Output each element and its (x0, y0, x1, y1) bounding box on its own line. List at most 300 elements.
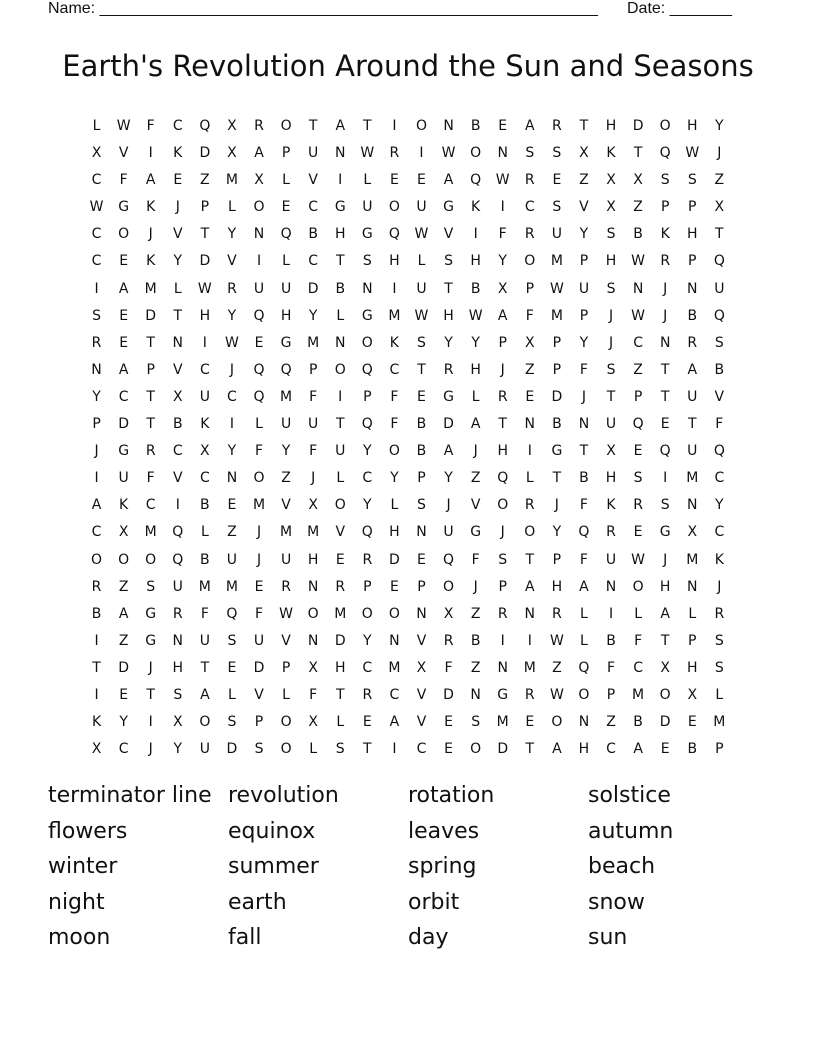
grid-letter: T (173, 307, 183, 324)
grid-letter: C (308, 199, 319, 216)
grid-letter: Y (715, 118, 724, 134)
grid-letter: E (119, 253, 129, 270)
grid-letter: G (361, 307, 373, 324)
grid-letter: A (443, 443, 454, 460)
date-field-label: Date: _______ (627, 0, 732, 17)
grid-letter: P (498, 578, 507, 595)
grid-letter: T (146, 334, 155, 351)
grid-letter: C (91, 226, 102, 243)
grid-letter: P (200, 199, 210, 216)
grid-letter: B (91, 605, 102, 622)
grid-letter: W (685, 145, 700, 162)
grid-letter: A (389, 714, 400, 731)
grid-letter: Y (715, 497, 724, 514)
grid-letter: L (228, 199, 236, 216)
grid-letter: Q (199, 118, 211, 134)
grid-letter: T (417, 361, 426, 378)
grid-letter: P (660, 199, 670, 216)
grid-row (83, 248, 733, 275)
grid-letter: J (148, 659, 153, 676)
grid-letter: Z (470, 605, 481, 622)
grid-letter: V (443, 226, 454, 243)
grid-letter: O (632, 578, 644, 595)
grid-letter: O (551, 714, 563, 731)
grid-letter: Q (172, 524, 184, 541)
grid-letter: C (91, 524, 102, 541)
grid-letter: E (444, 741, 453, 758)
grid-letter: P (579, 307, 589, 324)
grid-letter: K (606, 497, 616, 514)
grid-row (83, 736, 733, 763)
grid-letter: P (552, 334, 562, 351)
grid-letter: E (417, 388, 426, 405)
grid-letter: R (362, 551, 373, 568)
grid-letter: I (392, 118, 397, 134)
grid-letter: B (714, 361, 725, 378)
grid-letter: E (525, 388, 535, 405)
grid-letter: R (714, 605, 725, 622)
grid-letter: R (443, 632, 454, 649)
grid-letter: G (497, 686, 509, 703)
grid-letter: Y (227, 307, 237, 324)
grid-letter: F (471, 551, 480, 568)
grid-letter: Q (361, 416, 373, 433)
grid-letter: O (470, 741, 482, 758)
grid-letter: F (309, 443, 318, 460)
grid-letter: X (308, 714, 318, 731)
grid-letter: V (579, 199, 589, 216)
grid-letter: H (470, 253, 481, 270)
word-list-item: spring (408, 854, 477, 879)
grid-letter: S (552, 145, 562, 162)
grid-letter: L (580, 605, 588, 622)
grid-letter: P (688, 199, 697, 216)
grid-letter: D (659, 714, 671, 731)
grid-letter: W (549, 280, 564, 297)
grid-letter: R (145, 443, 156, 460)
grid-letter: J (500, 524, 505, 541)
grid-letter: T (92, 659, 101, 676)
grid-letter: R (172, 605, 183, 622)
grid-letter: P (606, 686, 616, 703)
grid-letter: O (659, 118, 671, 134)
grid-letter: O (253, 470, 265, 487)
grid-letter: P (715, 741, 724, 758)
grid-letter: B (335, 280, 346, 297)
grid-letter: W (631, 253, 646, 270)
grid-letter: D (334, 632, 346, 649)
grid-letter: B (416, 416, 427, 433)
grid-letter: Q (361, 524, 373, 541)
grid-letter: R (443, 361, 454, 378)
grid-letter: F (579, 551, 588, 568)
grid-letter: L (363, 172, 372, 189)
grid-letter: R (497, 388, 508, 405)
grid-letter: W (441, 145, 456, 162)
grid-letter: F (525, 307, 534, 324)
grid-letter: C (91, 253, 102, 270)
grid-letter: X (172, 388, 183, 405)
grid-row (83, 601, 733, 628)
grid-letter: M (686, 551, 699, 568)
word-list-row (48, 885, 768, 921)
grid-letter: H (605, 253, 617, 270)
grid-letter: A (200, 686, 210, 703)
word-list-item: sun (588, 925, 628, 950)
grid-letter: N (578, 714, 590, 731)
grid-letter: W (89, 199, 104, 216)
grid-letter: A (552, 741, 562, 758)
grid-letter: S (146, 578, 156, 595)
grid-letter: Q (172, 551, 184, 568)
grid-letter: I (663, 470, 668, 487)
grid-letter: X (443, 605, 454, 622)
grid-letter: J (148, 741, 153, 758)
grid-letter: X (687, 524, 698, 541)
grid-letter: S (362, 253, 372, 270)
grid-letter: G (361, 226, 373, 243)
grid-letter: L (471, 388, 480, 405)
grid-letter: I (608, 605, 614, 622)
grid-letter: L (688, 605, 697, 622)
grid-letter: T (200, 659, 210, 676)
grid-letter: N (524, 416, 536, 433)
grid-letter: Q (713, 253, 725, 270)
grid-letter: F (606, 659, 616, 676)
grid-letter: U (253, 632, 265, 649)
grid-letter: Q (253, 307, 265, 324)
grid-letter: D (632, 118, 644, 134)
word-list-item: winter (48, 854, 118, 879)
grid-letter: G (145, 632, 157, 649)
grid-letter: E (633, 524, 643, 541)
grid-letter: X (172, 714, 183, 731)
grid-letter: K (606, 145, 616, 162)
grid-letter: C (416, 741, 427, 758)
grid-letter: I (94, 686, 99, 703)
grid-letter: W (197, 280, 212, 297)
grid-letter: R (552, 118, 562, 134)
word-list-row (48, 920, 768, 956)
grid-letter: A (145, 172, 156, 189)
grid-letter: U (605, 551, 617, 568)
grid-letter: G (470, 524, 482, 541)
grid-letter: H (686, 659, 698, 676)
grid-letter: Z (714, 172, 725, 189)
grid-letter: N (389, 632, 400, 649)
grid-letter: N (443, 118, 454, 134)
grid-letter: X (606, 172, 616, 189)
grid-letter: K (714, 551, 724, 568)
grid-letter: T (308, 118, 318, 134)
grid-letter: T (687, 416, 697, 433)
grid-letter: B (470, 280, 481, 297)
grid-letter: T (715, 226, 724, 243)
grid-letter: Y (227, 226, 237, 243)
grid-letter: P (363, 388, 372, 405)
grid-letter: B (633, 714, 643, 731)
grid-letter: X (606, 199, 616, 216)
grid-letter: W (468, 307, 483, 324)
grid-letter: T (200, 226, 210, 243)
grid-letter: O (659, 686, 671, 703)
grid-letter: S (552, 199, 562, 216)
grid-letter: U (253, 280, 265, 297)
grid-letter: O (578, 686, 590, 703)
grid-letter: J (500, 361, 505, 378)
grid-letter: S (227, 714, 237, 731)
grid-letter: B (552, 416, 562, 433)
grid-letter: K (471, 199, 481, 216)
grid-letter: N (659, 334, 671, 351)
grid-letter: B (470, 118, 481, 134)
grid-letter: N (632, 280, 644, 297)
grid-letter: Q (253, 361, 265, 378)
grid-letter: H (497, 443, 508, 460)
grid-letter: O (118, 226, 130, 243)
grid-letter: A (525, 118, 535, 134)
grid-letter: E (254, 334, 264, 351)
grid-letter: Y (173, 253, 183, 270)
grid-letter: H (470, 361, 481, 378)
grid-letter: L (390, 497, 399, 514)
grid-letter: S (525, 145, 535, 162)
grid-letter: Y (579, 226, 589, 243)
grid-letter: V (227, 253, 237, 270)
grid-letter: A (687, 361, 698, 378)
grid-letter: P (552, 551, 562, 568)
grid-letter: O (118, 551, 130, 568)
grid-row (83, 574, 733, 601)
grid-letter: D (443, 686, 454, 703)
grid-letter: U (280, 416, 292, 433)
grid-letter: S (714, 632, 724, 649)
grid-letter: O (253, 199, 265, 216)
word-list-item: leaves (408, 818, 480, 844)
grid-letter: Y (119, 714, 128, 731)
word-list-item: night (48, 889, 105, 915)
word-list (48, 778, 768, 956)
grid-letter: S (444, 253, 453, 270)
grid-letter: Q (388, 226, 400, 243)
grid-letter: M (632, 686, 645, 703)
grid-letter: O (470, 145, 482, 162)
grid-letter: O (199, 714, 211, 731)
grid-letter: Q (659, 443, 671, 460)
grid-letter: N (497, 145, 508, 162)
grid-letter: U (199, 632, 210, 649)
grid-letter: L (282, 253, 290, 270)
grid-letter: M (496, 714, 509, 731)
grid-letter: R (524, 172, 535, 189)
grid-letter: P (498, 334, 507, 351)
grid-letter: N (335, 334, 346, 351)
grid-letter: E (660, 741, 670, 758)
grid-letter: R (633, 497, 643, 514)
grid-letter: Q (713, 307, 725, 324)
grid-letter: W (279, 605, 293, 622)
grid-letter: A (91, 497, 102, 514)
grid-letter: C (308, 253, 319, 270)
grid-letter: L (282, 686, 290, 703)
grid-letter: L (580, 632, 588, 649)
grid-letter: U (416, 199, 427, 216)
grid-letter: Q (443, 551, 455, 568)
grid-letter: V (470, 497, 481, 514)
grid-letter: F (254, 443, 264, 460)
grid-letter: K (173, 145, 183, 162)
grid-letter: U (551, 226, 562, 243)
grid-letter: I (473, 226, 478, 243)
grid-letter: B (416, 443, 427, 460)
grid-letter: A (118, 605, 129, 622)
grid-letter: T (498, 416, 507, 433)
grid-letter: P (417, 578, 426, 595)
grid-letter: Z (633, 361, 643, 378)
grid-letter: R (687, 334, 698, 351)
grid-letter: T (660, 361, 670, 378)
grid-letter: P (254, 714, 264, 731)
grid-letter: M (198, 578, 211, 595)
grid-letter: C (172, 118, 183, 134)
grid-letter: I (256, 253, 262, 270)
grid-letter: E (552, 172, 562, 189)
grid-letter: C (606, 741, 616, 758)
grid-letter: S (714, 659, 724, 676)
grid-letter: S (606, 361, 616, 378)
grid-letter: M (686, 470, 699, 487)
grid-letter: C (714, 470, 725, 487)
grid-letter: S (660, 172, 670, 189)
grid-letter: N (172, 632, 184, 649)
grid-letter: U (199, 741, 210, 758)
grid-letter: P (579, 253, 589, 270)
grid-letter: K (146, 199, 156, 216)
grid-letter: O (388, 199, 400, 216)
grid-letter: E (633, 443, 643, 460)
grid-letter: J (473, 578, 478, 595)
grid-letter: H (389, 524, 400, 541)
grid-letter: L (336, 470, 345, 487)
grid-letter: F (309, 686, 318, 703)
word-list-item: fall (228, 925, 262, 950)
grid-letter: N (172, 334, 184, 351)
grid-letter: P (363, 578, 372, 595)
grid-letter: I (94, 470, 99, 487)
grid-letter: U (308, 416, 319, 433)
grid-letter: E (498, 118, 508, 134)
grid-letter: Q (470, 172, 482, 189)
grid-letter: C (362, 659, 373, 676)
grid-letter: Q (659, 145, 671, 162)
grid-letter: Y (227, 443, 237, 460)
grid-letter: P (308, 361, 318, 378)
grid-letter: S (173, 686, 183, 703)
grid-letter: O (524, 524, 536, 541)
grid-letter: C (633, 659, 643, 676)
grid-letter: G (334, 199, 346, 216)
grid-letter: U (714, 280, 725, 297)
grid-letter: J (608, 307, 614, 324)
grid-letter: M (225, 578, 238, 595)
grid-letter: V (254, 686, 264, 703)
grid-letter: V (416, 686, 427, 703)
grid-letter: U (362, 199, 373, 216)
grid-letter: X (660, 659, 670, 676)
grid-letter: O (280, 741, 292, 758)
grid-letter: E (417, 551, 426, 568)
grid-letter: D (497, 741, 509, 758)
grid-letter: E (687, 714, 697, 731)
grid-letter: J (148, 226, 153, 243)
grid-letter: M (144, 280, 157, 297)
grid-letter: E (444, 714, 453, 731)
grid-letter: Y (308, 307, 318, 324)
grid-letter: C (389, 686, 400, 703)
grid-letter: L (336, 714, 345, 731)
word-list-item: moon (48, 925, 111, 950)
grid-letter: E (417, 172, 426, 189)
grid-letter: W (495, 172, 510, 189)
grid-letter: A (118, 280, 129, 297)
grid-letter: B (633, 226, 643, 243)
grid-letter: C (389, 361, 400, 378)
grid-letter: E (660, 416, 670, 433)
grid-letter: U (308, 145, 319, 162)
grid-letter: C (524, 199, 535, 216)
grid-letter: Y (173, 741, 183, 758)
grid-letter: U (280, 551, 292, 568)
grid-letter: O (388, 443, 400, 460)
grid-letter: D (118, 416, 129, 433)
grid-letter: M (280, 524, 293, 541)
grid-letter: E (119, 686, 129, 703)
grid-letter: O (307, 605, 319, 622)
grid-letter: O (361, 334, 373, 351)
grid-letter: P (146, 361, 155, 378)
grid-letter: W (414, 226, 429, 243)
grid-letter: E (227, 497, 237, 514)
grid-letter: L (417, 253, 426, 270)
grid-letter: O (145, 551, 157, 568)
grid-letter: Y (363, 443, 372, 460)
grid-letter: S (471, 714, 481, 731)
word-list-item: revolution (228, 783, 339, 808)
grid-letter: V (172, 226, 183, 243)
grid-letter: Z (227, 524, 237, 541)
word-list-item: summer (228, 854, 319, 879)
grid-letter: I (527, 443, 532, 460)
grid-letter: S (714, 334, 724, 351)
grid-letter: W (549, 632, 564, 649)
grid-letter: U (578, 280, 590, 297)
grid-letter: H (389, 253, 400, 270)
grid-letter: H (172, 659, 184, 676)
grid-row (83, 330, 733, 357)
grid-letter: F (390, 388, 399, 405)
grid-letter: U (280, 280, 292, 297)
grid-letter: B (579, 470, 589, 487)
grid-letter: X (227, 118, 237, 134)
grid-letter: P (281, 145, 291, 162)
grid-letter: O (443, 578, 455, 595)
grid-letter: P (281, 659, 291, 676)
grid-letter: E (362, 714, 372, 731)
grid-letter: V (416, 714, 427, 731)
grid-letter: S (335, 741, 345, 758)
grid-letter: G (145, 605, 157, 622)
grid-letter: B (200, 551, 210, 568)
